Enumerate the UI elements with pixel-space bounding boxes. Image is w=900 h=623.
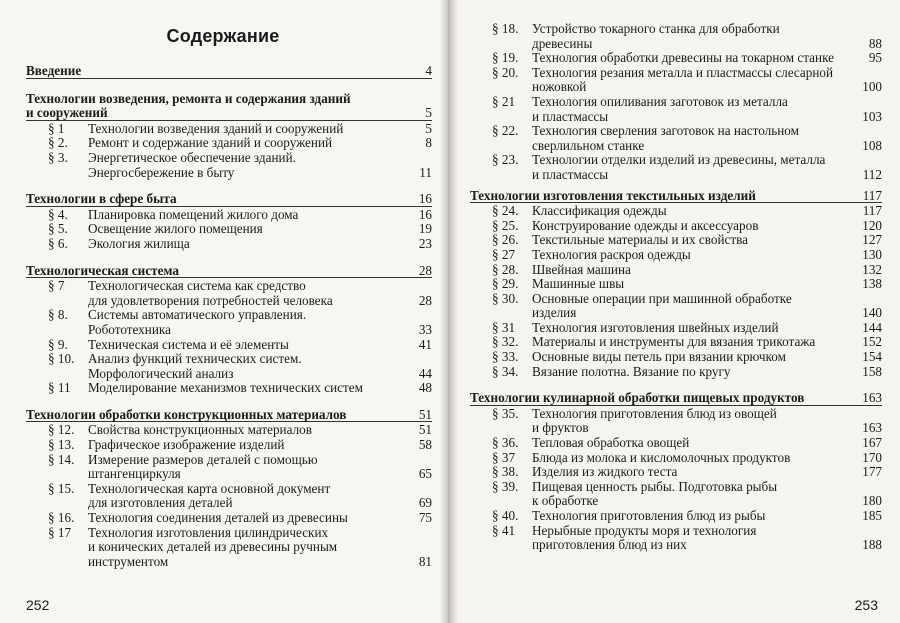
toc-entry bbox=[26, 166, 432, 181]
toc-entry bbox=[470, 168, 882, 183]
toc-entry bbox=[470, 124, 882, 139]
toc-page-number: 117 bbox=[862, 203, 882, 219]
toc-entry bbox=[26, 237, 432, 252]
toc-entry bbox=[26, 482, 432, 497]
entry-text: Вязание полотна. Вязание по кругу bbox=[532, 363, 731, 379]
toc-page-number: 95 bbox=[868, 50, 882, 66]
paragraph-number: § 40. bbox=[492, 508, 519, 523]
toc-entry-title bbox=[470, 480, 777, 495]
paragraph-number: § 4. bbox=[48, 206, 68, 222]
entry-text: Измерение размеров деталей с помощью bbox=[88, 451, 318, 467]
toc-entry bbox=[26, 222, 432, 237]
toc-entry-title: ножовкой bbox=[532, 79, 587, 95]
toc-entry bbox=[470, 66, 882, 81]
toc-page-number: 69 bbox=[418, 495, 432, 511]
entry-text: Экология жилища bbox=[88, 235, 190, 251]
toc-entry bbox=[26, 367, 432, 382]
toc-entry-title bbox=[26, 511, 348, 526]
toc-entry-title: и фруктов bbox=[532, 420, 589, 436]
toc-page-number: 58 bbox=[418, 437, 432, 453]
toc-entry-title bbox=[470, 350, 786, 365]
paragraph-number: § 7 bbox=[48, 278, 65, 294]
entry-text: Устройство токарного станка для обработки bbox=[532, 21, 780, 36]
toc-entry-title bbox=[470, 233, 748, 248]
paragraph-number: § 5. bbox=[48, 221, 68, 237]
toc-entry bbox=[26, 511, 432, 526]
paragraph-number: § 17 bbox=[48, 524, 72, 540]
toc-entry bbox=[470, 538, 882, 553]
toc-entry bbox=[26, 467, 432, 482]
toc-entry-title bbox=[26, 136, 332, 151]
toc-page-number: 108 bbox=[862, 137, 882, 153]
entry-text: Энергетическое обеспечение зданий. bbox=[88, 149, 296, 165]
section-gap bbox=[26, 252, 432, 264]
toc-entry bbox=[470, 421, 882, 436]
entry-text: Технологии возведения зданий и сооружений bbox=[88, 120, 344, 136]
toc-entry-title bbox=[470, 321, 779, 336]
toc-page-number: 167 bbox=[862, 435, 882, 451]
toc-entry-title: и пластмассы bbox=[532, 166, 609, 182]
toc-entry-title bbox=[26, 482, 330, 497]
toc-entry-title bbox=[26, 526, 328, 541]
toc-title: Содержание bbox=[166, 26, 280, 46]
toc-page-number: 127 bbox=[862, 232, 882, 248]
toc-section-heading bbox=[26, 92, 432, 107]
toc-entry bbox=[26, 208, 432, 223]
paragraph-number: § 18. bbox=[492, 21, 519, 36]
toc-entry-title: изделия bbox=[532, 305, 577, 321]
toc-page-number: 51 bbox=[418, 422, 432, 438]
toc-page-number: 154 bbox=[862, 349, 882, 365]
toc-entry-title: Технологическая система bbox=[26, 262, 179, 278]
paragraph-number: § 21 bbox=[492, 93, 516, 109]
toc-page-number: 132 bbox=[862, 261, 882, 277]
toc-entry bbox=[26, 308, 432, 323]
toc-section-heading bbox=[470, 189, 882, 204]
paragraph-number: § 20. bbox=[492, 64, 519, 80]
toc-entry-title bbox=[26, 151, 296, 166]
toc-page-number: 28 bbox=[418, 262, 432, 278]
toc-entry-title bbox=[26, 308, 306, 323]
entry-text: Анализ функций технических систем. bbox=[88, 351, 302, 367]
entry-text: Технологии отделки изделий из древесины, металла bbox=[532, 152, 826, 168]
entry-text: Свойства конструкционных материалов bbox=[88, 422, 312, 438]
toc-entry bbox=[470, 451, 882, 466]
toc-entry bbox=[470, 51, 882, 66]
entry-text: Графическое изображение изделий bbox=[88, 437, 285, 453]
paragraph-number: § 26. bbox=[492, 232, 519, 248]
toc-entry bbox=[470, 139, 882, 154]
toc-page-number: 158 bbox=[862, 363, 882, 379]
toc-section-heading bbox=[26, 106, 432, 121]
toc-page-number: 41 bbox=[418, 336, 432, 352]
toc-entry-title: сверлильном станке bbox=[532, 137, 645, 153]
toc-entry-title bbox=[470, 153, 825, 168]
toc-page-number: 180 bbox=[862, 493, 882, 509]
toc-entry-title bbox=[470, 124, 799, 139]
toc-page-number: 185 bbox=[862, 508, 882, 523]
toc-entry-title bbox=[26, 222, 263, 237]
toc-entry-title bbox=[26, 381, 363, 396]
page-number-right: 253 bbox=[854, 597, 878, 613]
toc-list-left bbox=[26, 64, 432, 569]
toc-entry bbox=[470, 480, 882, 495]
paragraph-number: § 30. bbox=[492, 290, 519, 306]
toc-entry bbox=[470, 277, 882, 292]
toc-entry-title: Морфологический анализ bbox=[88, 365, 234, 381]
entry-text: Технология резания металла и пластмассы слесарной bbox=[532, 64, 834, 80]
toc-page-number: 152 bbox=[862, 334, 882, 350]
paragraph-number: § 38. bbox=[492, 464, 519, 480]
toc-page-number: 163 bbox=[862, 390, 882, 406]
paragraph-number: § 10. bbox=[48, 351, 75, 367]
toc-page-number: 138 bbox=[862, 276, 882, 292]
paragraph-number: § 41 bbox=[492, 522, 516, 538]
toc-entry bbox=[470, 509, 882, 524]
toc-entry-title bbox=[470, 436, 689, 451]
toc-entry bbox=[470, 465, 882, 480]
toc-entry bbox=[26, 423, 432, 438]
toc-entry bbox=[26, 438, 432, 453]
toc-entry bbox=[470, 80, 882, 95]
toc-entry-title bbox=[470, 277, 624, 292]
toc-entry-title bbox=[470, 51, 834, 66]
entry-text: Нерыбные продукты моря и технология bbox=[532, 522, 757, 538]
toc-entry bbox=[26, 526, 432, 541]
toc-entry-title bbox=[470, 465, 677, 480]
toc-entry-title: инструментом bbox=[88, 553, 169, 569]
toc-entry-title bbox=[470, 509, 765, 524]
toc-entry bbox=[470, 350, 882, 365]
toc-entry-title bbox=[26, 352, 302, 367]
toc-page-number: 120 bbox=[862, 217, 882, 233]
toc-page-number: 188 bbox=[862, 537, 882, 553]
toc-entry-title: к обработке bbox=[532, 493, 599, 509]
paragraph-number: § 36. bbox=[492, 435, 519, 451]
toc-page-number: 8 bbox=[425, 135, 432, 151]
toc-entry bbox=[470, 335, 882, 350]
entry-text: Технология приготовления блюд из рыбы bbox=[532, 508, 766, 523]
paragraph-number: § 24. bbox=[492, 203, 519, 219]
toc-entry-title bbox=[26, 208, 298, 223]
toc-page-number: 16 bbox=[418, 191, 432, 207]
paragraph-number: § 12. bbox=[48, 422, 75, 438]
toc-entry-title: штангенциркуля bbox=[88, 466, 181, 482]
entry-text: Технология изготовления цилиндрических bbox=[88, 524, 329, 540]
paragraph-number: § 11 bbox=[48, 380, 71, 396]
entry-text: Машинные швы bbox=[532, 276, 625, 292]
toc-entry bbox=[26, 136, 432, 151]
toc-entry bbox=[470, 248, 882, 263]
toc-section-heading bbox=[26, 264, 432, 279]
toc-entry bbox=[26, 279, 432, 294]
entry-text: Технология сверления заготовок на настольном bbox=[532, 123, 799, 139]
toc-entry-title bbox=[470, 66, 833, 81]
toc-entry-title: Технологии в сфере быта bbox=[26, 191, 177, 207]
toc-page-number: 51 bbox=[418, 406, 432, 422]
toc-entry-title bbox=[470, 263, 631, 278]
toc-entry bbox=[470, 365, 882, 380]
toc-entry bbox=[26, 381, 432, 396]
toc-entry bbox=[470, 110, 882, 125]
toc-entry-title: и сооружений bbox=[26, 105, 108, 121]
toc-entry bbox=[470, 37, 882, 52]
toc-page-number: 65 bbox=[418, 466, 432, 482]
toc-entry-title: приготовления блюд из них bbox=[532, 537, 687, 553]
toc-entry-title bbox=[470, 219, 758, 234]
paragraph-number: § 13. bbox=[48, 437, 75, 453]
toc-entry-title bbox=[470, 292, 792, 307]
entry-text: Блюда из молока и кисломолочных продуктов bbox=[532, 449, 791, 465]
page-number-left: 252 bbox=[26, 597, 50, 613]
toc-entry-title: для удовлетворения потребностей человека bbox=[88, 292, 333, 308]
toc-entry bbox=[26, 323, 432, 338]
entry-text: Технология обработки древесины на токарном станке bbox=[532, 50, 835, 66]
toc-entry-title bbox=[470, 204, 667, 219]
toc-page-number: 163 bbox=[862, 420, 882, 436]
paragraph-number: § 39. bbox=[492, 478, 519, 494]
paragraph-number: § 2. bbox=[48, 135, 68, 151]
paragraph-number: § 25. bbox=[492, 217, 519, 233]
entry-text: Технология изготовления швейных изделий bbox=[532, 319, 779, 335]
toc-entry bbox=[470, 436, 882, 451]
toc-entry-title bbox=[470, 22, 780, 37]
toc-page-number: 103 bbox=[862, 108, 882, 124]
toc-entry bbox=[470, 321, 882, 336]
paragraph-number: § 37 bbox=[492, 449, 516, 465]
toc-entry bbox=[26, 555, 432, 570]
toc-entry bbox=[26, 122, 432, 137]
entry-text: Конструирование одежды и аксессуаров bbox=[532, 217, 759, 233]
toc-entry-title bbox=[26, 237, 190, 252]
toc-page-number: 117 bbox=[862, 187, 882, 203]
toc-entry-title: древесины bbox=[532, 35, 593, 51]
toc-section-heading bbox=[26, 192, 432, 207]
toc-page-number: 170 bbox=[862, 449, 882, 465]
paragraph-number: § 32. bbox=[492, 334, 519, 350]
entry-text: Технологическая карта основной документ bbox=[88, 480, 331, 496]
toc-entry-title bbox=[470, 335, 815, 350]
entry-text: Классификация одежды bbox=[532, 203, 667, 219]
toc-page-number: 100 bbox=[862, 79, 882, 95]
toc-page-number: 177 bbox=[862, 464, 882, 480]
toc-page-number: 4 bbox=[425, 63, 432, 78]
toc-entry bbox=[470, 95, 882, 110]
paragraph-number: § 29. bbox=[492, 276, 519, 292]
paragraph-number: § 8. bbox=[48, 307, 68, 323]
entry-text: Материалы и инструменты для вязания трикотажа bbox=[532, 334, 816, 350]
toc-page-number: 112 bbox=[862, 166, 882, 182]
entry-text: Основные виды петель при вязании крючком bbox=[532, 349, 786, 365]
paragraph-number: § 34. bbox=[492, 363, 519, 379]
toc-entry bbox=[470, 407, 882, 422]
toc-entry-title bbox=[26, 453, 318, 468]
toc-page-number: 5 bbox=[425, 105, 432, 121]
entry-text: Технология соединения деталей из древесины bbox=[88, 510, 348, 526]
entry-text: Технология опиливания заготовок из металла bbox=[532, 93, 788, 109]
paragraph-number: § 9. bbox=[48, 336, 68, 352]
toc-entry-title: для изготовления деталей bbox=[88, 495, 233, 511]
toc-entry-title bbox=[26, 338, 289, 353]
toc-entry bbox=[470, 233, 882, 248]
toc-entry-title bbox=[470, 407, 777, 422]
entry-text: Ремонт и содержание зданий и сооружений bbox=[88, 135, 333, 151]
left-page bbox=[0, 0, 446, 623]
toc-entry-title bbox=[470, 524, 756, 539]
toc-entry-title: Энергосбережение в быту bbox=[88, 164, 235, 180]
toc-section-heading bbox=[26, 408, 432, 423]
toc-entry bbox=[470, 292, 882, 307]
toc-page-number: 144 bbox=[862, 319, 882, 335]
toc-page-number: 140 bbox=[862, 305, 882, 321]
toc-page-number: 11 bbox=[419, 164, 432, 180]
toc-entry bbox=[26, 540, 432, 555]
entry-text: Текстильные материалы и их свойства bbox=[532, 232, 749, 248]
entry-text: Моделирование механизмов технических систем bbox=[88, 380, 363, 396]
toc-page-number: 23 bbox=[418, 235, 432, 251]
toc-entry-title: и конических деталей из древесины ручным bbox=[88, 539, 338, 555]
paragraph-number: § 3. bbox=[48, 149, 68, 165]
entry-text: Технология раскроя одежды bbox=[532, 246, 691, 262]
paragraph-number: § 35. bbox=[492, 405, 519, 421]
toc-page-number: 48 bbox=[418, 380, 432, 396]
toc-entry bbox=[26, 294, 432, 309]
paragraph-number: § 6. bbox=[48, 235, 68, 251]
toc-entry bbox=[470, 219, 882, 234]
toc-entry-title bbox=[470, 248, 691, 263]
entry-text: Пищевая ценность рыбы. Подготовка рыбы bbox=[532, 478, 778, 494]
toc-entry bbox=[26, 338, 432, 353]
entry-text: Технология приготовления блюд из овощей bbox=[532, 405, 777, 421]
toc-entry bbox=[470, 153, 882, 168]
toc-entry-title: Технологии изготовления текстильных изделий bbox=[470, 187, 756, 203]
section-gap bbox=[26, 80, 432, 92]
toc-entry-title: Технологии кулинарной обработки пищевых продуктов bbox=[470, 390, 805, 406]
toc-section-heading bbox=[26, 64, 432, 79]
toc-page-number: 16 bbox=[418, 206, 432, 222]
entry-text: Технологическая система как средство bbox=[88, 278, 306, 294]
paragraph-number: § 31 bbox=[492, 319, 516, 335]
paragraph-number: § 28. bbox=[492, 261, 519, 277]
paragraph-number: § 19. bbox=[492, 50, 519, 66]
toc-entry-title bbox=[26, 279, 306, 294]
paragraph-number: § 1 bbox=[48, 120, 65, 136]
paragraph-number: § 23. bbox=[492, 152, 519, 168]
toc-entry-title bbox=[470, 95, 788, 110]
toc-entry-title: Технологии возведения, ремонта и содержания зданий bbox=[26, 90, 351, 106]
toc-entry bbox=[470, 22, 882, 37]
entry-text: Основные операции при машинной обработке bbox=[532, 290, 792, 306]
paragraph-number: § 15. bbox=[48, 480, 75, 496]
toc-entry bbox=[470, 263, 882, 278]
entry-text: Швейная машина bbox=[532, 261, 631, 277]
toc-entry bbox=[470, 494, 882, 509]
paragraph-number: § 22. bbox=[492, 123, 519, 139]
toc-page-number: 130 bbox=[862, 246, 882, 262]
toc-page-number: 28 bbox=[418, 292, 432, 308]
toc-entry-title: Введение bbox=[26, 63, 82, 78]
toc-list-right bbox=[470, 22, 882, 553]
toc-page-number: 88 bbox=[868, 35, 882, 51]
toc-entry-title bbox=[470, 451, 790, 466]
paragraph-number: § 33. bbox=[492, 349, 519, 365]
toc-entry-title bbox=[26, 438, 284, 453]
right-page bbox=[452, 0, 900, 623]
entry-text: Изделия из жидкого теста bbox=[532, 464, 678, 480]
toc-entry bbox=[470, 524, 882, 539]
toc-entry bbox=[26, 151, 432, 166]
toc-entry-title bbox=[26, 122, 343, 137]
toc-entry bbox=[470, 306, 882, 321]
toc-entry bbox=[26, 496, 432, 511]
toc-page-number: 33 bbox=[418, 321, 432, 337]
entry-text: Планировка помещений жилого дома bbox=[88, 206, 299, 222]
paragraph-number: § 16. bbox=[48, 510, 75, 526]
toc-entry bbox=[26, 352, 432, 367]
toc-entry bbox=[26, 453, 432, 468]
toc-page-number: 19 bbox=[418, 221, 432, 237]
toc-entry-title: Робототехника bbox=[88, 321, 171, 337]
toc-page-number: 75 bbox=[418, 510, 432, 526]
paragraph-number: § 14. bbox=[48, 451, 75, 467]
toc-page-number: 44 bbox=[418, 365, 432, 381]
toc-page-number: 81 bbox=[418, 553, 432, 569]
paragraph-number: § 27 bbox=[492, 246, 516, 262]
entry-text: Освещение жилого помещения bbox=[88, 221, 263, 237]
book-gutter bbox=[440, 0, 458, 623]
toc-entry-title bbox=[26, 423, 312, 438]
entry-text: Системы автоматического управления. bbox=[88, 307, 307, 323]
entry-text: Техническая система и её элементы bbox=[88, 336, 289, 352]
entry-text: Тепловая обработка овощей bbox=[532, 435, 690, 451]
toc-entry-title bbox=[470, 365, 731, 380]
toc-entry-title: и пластмассы bbox=[532, 108, 609, 124]
toc-entry-title: Технологии обработки конструкционных материалов bbox=[26, 406, 347, 422]
toc-entry bbox=[470, 204, 882, 219]
toc-section-heading bbox=[470, 391, 882, 406]
toc-page-number: 5 bbox=[425, 120, 432, 136]
